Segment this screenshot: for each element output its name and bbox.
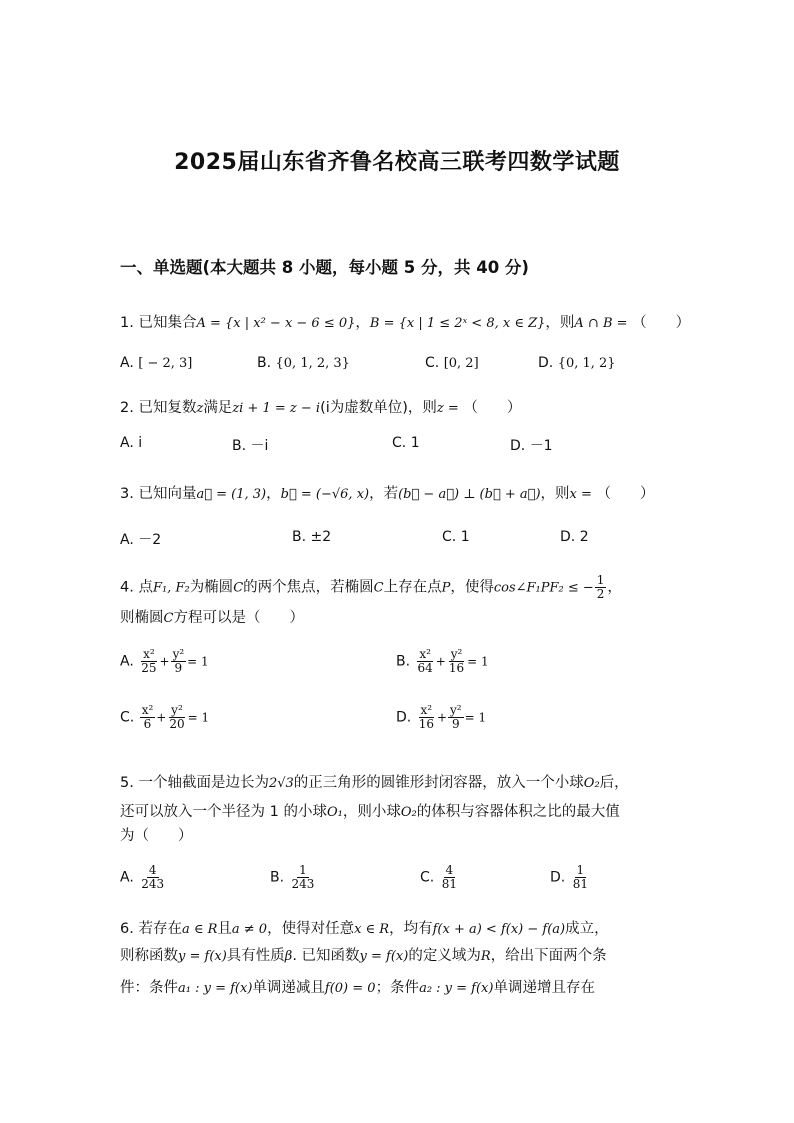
section-heading: 一、单选题(本大题共 8 小题，每小题 5 分，共 40 分): [120, 258, 529, 277]
option-b[interactable]: B. －i: [232, 438, 269, 454]
fraction: $\frac{1}{2}$: [596, 573, 605, 601]
question-3: 3. 已知向量a⃗ = (1, 3)，b⃗ = (−√6, x)，若(b⃗ − a⃗) ⊥ (b⃗ + a⃗)，则x = （ ）: [120, 486, 655, 502]
option-a[interactable]: A. $\frac{\text{x²}}{25}$ + $\frac{\text{y²}}{9}$ = 1: [120, 647, 209, 675]
option-d[interactable]: D. $\frac{\text{x²}}{16}$ + $\frac{\text{y²}}{9}$ = 1: [396, 703, 487, 731]
option-d[interactable]: D. －1: [510, 438, 553, 454]
question-number: 6.: [120, 921, 134, 937]
set-b: B = {x | 1 ≤ 2ˣ < 8, x ∈ Z}: [369, 316, 546, 331]
option-a[interactable]: A. －2: [120, 532, 162, 548]
equation: zi + 1 = z − i: [232, 401, 321, 416]
page-title: 2025届山东省齐鲁名校高三联考四数学试题: [174, 150, 620, 175]
question-5-line-2: 还可以放入一个半径为 1 的小球O₁，则小球O₂的体积与容器体积之比的最大值: [120, 804, 620, 820]
option-b[interactable]: B. $\frac{1}{243}$: [270, 863, 315, 891]
question-6-line-3: 件：条件a₁ : y = f(x)单调递减且f(0) = 0；条件a₂ : y = f(x)单调递增且存在: [120, 980, 595, 996]
question-number: 1.: [120, 315, 134, 331]
vector-b: b⃗ = (−√6, x): [280, 487, 370, 502]
option-a[interactable]: A. i: [120, 435, 143, 451]
option-d[interactable]: D. $\frac{1}{81}$: [550, 863, 588, 891]
option-c[interactable]: C. $\frac{\text{x²}}{6}$ + $\frac{\text{y²}}{20}$ = 1: [120, 703, 210, 731]
question-1: 1. 已知集合A = {x | x² − x − 6 ≤ 0}，B = {x | 1 ≤ 2ˣ < 8, x ∈ Z}，则A ∩ B = （ ）: [120, 315, 691, 331]
option-c[interactable]: C. [0, 2]: [425, 355, 479, 371]
cosine-condition: cos∠F₁PF₂ ≤ −: [493, 580, 594, 596]
option-b[interactable]: B. {0, 1, 2, 3}: [257, 355, 350, 371]
q5-options: [120, 864, 680, 896]
option-c[interactable]: C. $\frac{4}{81}$: [420, 863, 457, 891]
option-d[interactable]: D. {0, 1, 2}: [538, 355, 616, 371]
option-a[interactable]: A. [ − 2, 3]: [120, 355, 193, 371]
question-number: 3.: [120, 486, 134, 502]
option-d[interactable]: D. 2: [560, 529, 589, 545]
question-number: 2.: [120, 400, 134, 416]
question-number: 4.: [120, 579, 134, 596]
q4-options-row-2: [120, 704, 660, 738]
q3-options: [120, 529, 680, 549]
q2-options: [120, 435, 680, 455]
option-c[interactable]: C. 1: [392, 435, 420, 451]
question-5-line-3: 为（ ）: [120, 828, 193, 844]
question-4: 4. 点F₁, F₂为椭圆C的两个焦点，若椭圆C上存在点P，使得cos∠F₁PF₂ ≤ − $\frac{1}{2}$ ，: [120, 573, 622, 601]
option-b[interactable]: B. $\frac{\text{x²}}{64}$ + $\frac{\text{y²}}{16}$ = 1: [396, 647, 489, 675]
question-6: 6. 若存在a ∈ R且a ≠ 0，使得对任意x ∈ R，均有f(x + a) < f(x) − f(a)成立，: [120, 921, 609, 937]
question-6-line-2: 则称函数y = f(x)具有性质β. 已知函数y = f(x)的定义域为R，给出下面两个条: [120, 948, 607, 964]
set-a: A = {x | x² − x − 6 ≤ 0}: [196, 316, 356, 331]
question-number: 5.: [120, 775, 134, 791]
q4-options-row-1: [120, 648, 660, 682]
q1-options: [120, 355, 680, 375]
question-2: 2. 已知复数z满足zi + 1 = z − i(i为虚数单位)，则z = （ ）: [120, 400, 522, 416]
question-4-line-2: 则椭圆C方程可以是（ ）: [120, 610, 304, 626]
perpendicular-condition: (b⃗ − a⃗) ⊥ (b⃗ + a⃗): [398, 487, 541, 502]
option-c[interactable]: C. 1: [442, 529, 470, 545]
vector-a: a⃗ = (1, 3): [196, 487, 267, 502]
option-b[interactable]: B. ±2: [292, 529, 332, 545]
option-a[interactable]: A. $\frac{4}{243}$: [120, 863, 165, 891]
question-5: 5. 一个轴截面是边长为2√3的正三角形的圆锥形封闭容器，放入一个小球O₂后，: [120, 775, 629, 791]
inequality: f(x + a) < f(x) − f(a): [432, 922, 566, 937]
